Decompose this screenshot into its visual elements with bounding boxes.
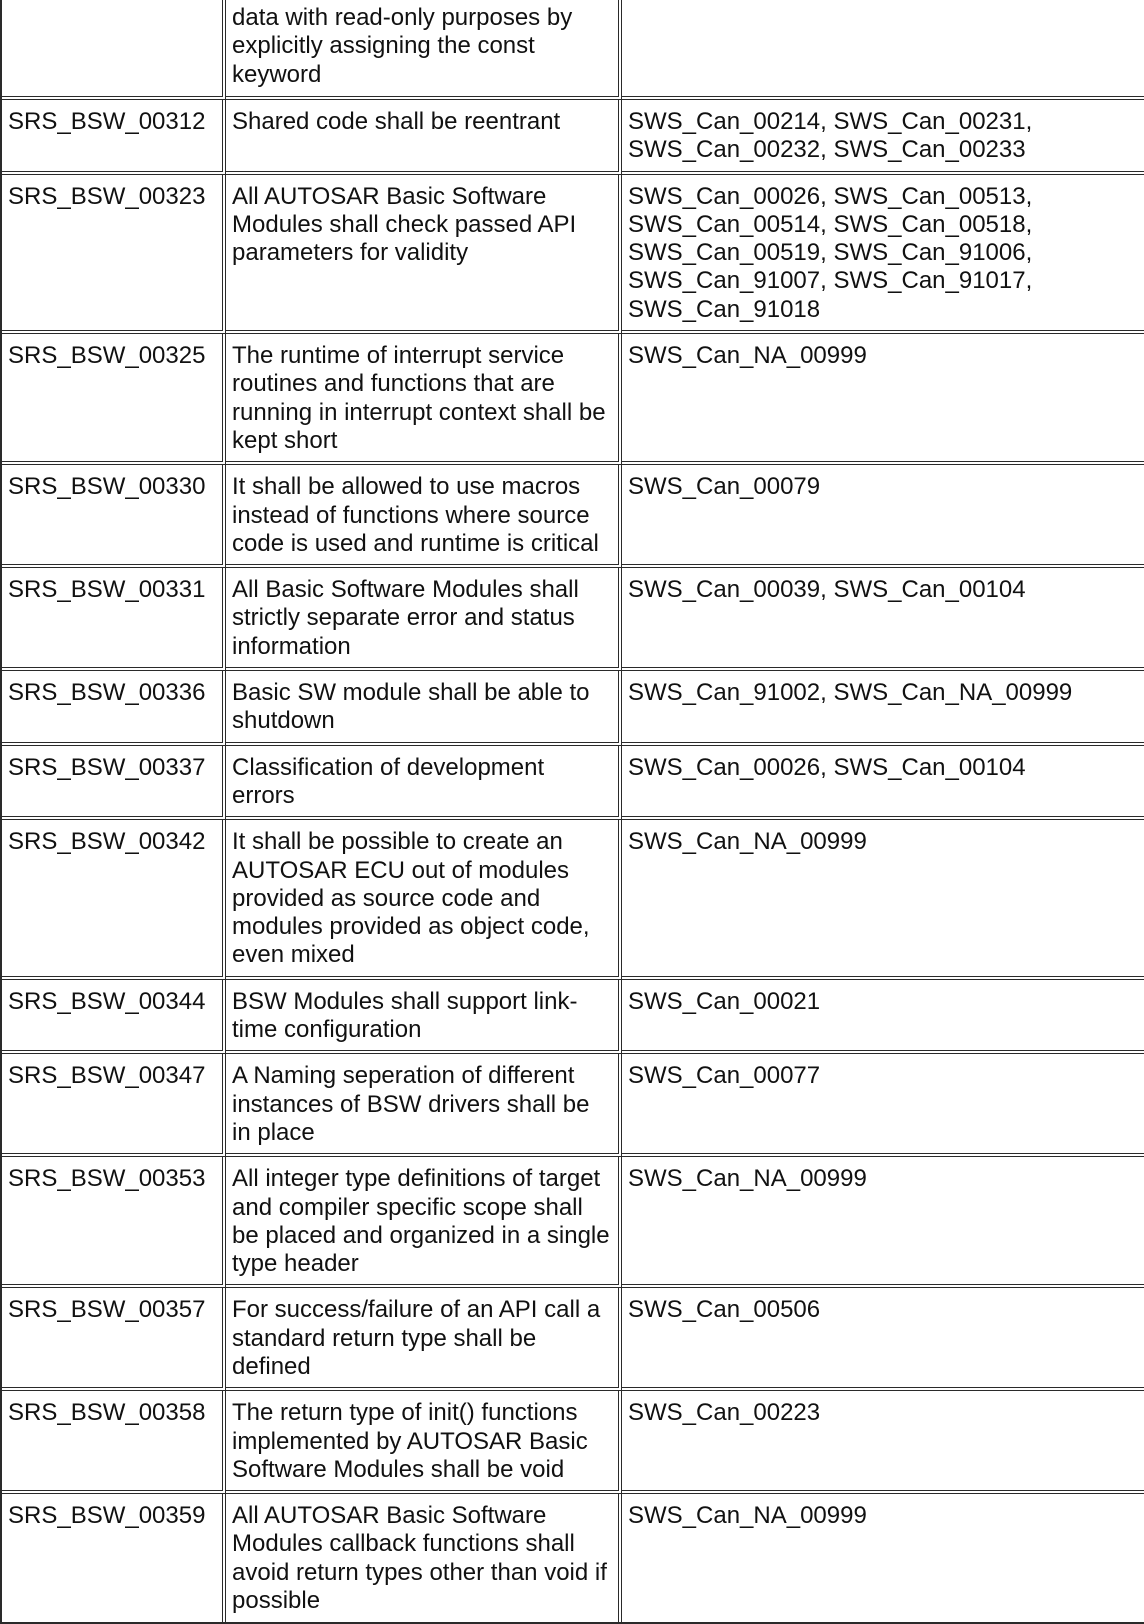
table-row	[2, 980, 1144, 1055]
requirement-id-cell: SRS_BSW_00325	[2, 334, 226, 465]
table-row	[2, 671, 1144, 746]
requirement-id-cell: SRS_BSW_00357	[2, 1288, 226, 1391]
requirement-id-cell: SRS_BSW_00337	[2, 746, 226, 821]
requirement-id-cell: SRS_BSW_00347	[2, 1054, 226, 1157]
table-row	[2, 1054, 1144, 1157]
satisfied-by-cell: SWS_Can_NA_00999	[628, 1502, 867, 1530]
requirement-id-cell: SRS_BSW_00353	[2, 1157, 226, 1288]
satisfied-by-cell: SWS_Can_NA_00999	[622, 1157, 1144, 1288]
satisfied-by-cell	[622, 0, 1144, 100]
requirement-id-cell: SRS_BSW_00342	[2, 820, 226, 979]
satisfied-by-cell: SWS_Can_00021	[622, 980, 1144, 1055]
requirement-id-cell: SRS_BSW_00336	[2, 671, 226, 746]
table-row	[2, 465, 1144, 568]
table-body	[2, 0, 1144, 1622]
requirement-id-cell: SRS_BSW_00330	[2, 465, 226, 568]
satisfied-by-cell: SWS_Can_00506	[622, 1288, 1144, 1391]
satisfied-by-cell: SWS_Can_00026, SWS_Can_00513, SWS_Can_00514, SWS_Can_00518, SWS_Can_00519, SWS_Can_91006, SWS_Can_91007, SWS_Can_91017, SWS_Can_91018	[622, 175, 1144, 334]
description-cell: For success/failure of an API call a standard return type shall be defined	[226, 1288, 622, 1391]
table-row	[2, 1494, 1144, 1622]
requirement-id-cell: SRS_BSW_00359	[2, 1494, 226, 1622]
table-row	[2, 1288, 1144, 1391]
table-row	[2, 1391, 1144, 1494]
table-row	[2, 0, 1144, 100]
requirement-id-cell	[2, 0, 226, 100]
description-cell: The return type of init() functions implemented by AUTOSAR Basic Software Modules shall be void	[226, 1391, 622, 1494]
satisfied-by-cell: SWS_Can_00039, SWS_Can_00104	[622, 568, 1144, 671]
satisfied-by-cell: SWS_Can_00214, SWS_Can_00231, SWS_Can_00232, SWS_Can_00233	[622, 100, 1144, 175]
satisfied-by-cell: SWS_Can_91002, SWS_Can_NA_00999	[622, 671, 1144, 746]
table-row	[2, 175, 1144, 334]
requirement-id-cell: SRS_BSW_00331	[2, 568, 226, 671]
description-cell: Shared code shall be reentrant	[226, 100, 622, 175]
table-row	[2, 100, 1144, 175]
requirement-id-cell: SRS_BSW_00312	[2, 100, 226, 175]
table-row	[2, 568, 1144, 671]
satisfied-by-cell: SWS_Can_NA_00999	[622, 334, 1144, 465]
satisfied-by-cell: SWS_Can_00079	[622, 465, 1144, 568]
description-cell: Basic SW module shall be able to shutdown	[226, 671, 622, 746]
description-cell: All AUTOSAR Basic Software Modules shall check passed API parameters for validity	[226, 175, 622, 334]
satisfied-by-cell: SWS_Can_00026, SWS_Can_00104	[622, 746, 1144, 821]
description-cell: BSW Modules shall support link-time configuration	[226, 980, 622, 1055]
requirement-id-cell: SRS_BSW_00323	[2, 175, 226, 334]
requirement-id-cell: SRS_BSW_00358	[2, 1391, 226, 1494]
satisfied-by-cell: SWS_Can_00077	[622, 1054, 1144, 1157]
requirement-id-cell: SRS_BSW_00344	[2, 980, 226, 1055]
description-cell: It shall be possible to create an AUTOSAR ECU out of modules provided as source code and modules provided as object code, even mixed	[226, 820, 622, 979]
description-cell: All integer type definitions of target and compiler specific scope shall be placed and organized in a single type header	[226, 1157, 622, 1288]
description-cell: All Basic Software Modules shall strictly separate error and status information	[226, 568, 622, 671]
satisfied-by-cell: SWS_Can_00223	[622, 1391, 1144, 1494]
description-cell: A Naming seperation of different instances of BSW drivers shall be in place	[226, 1054, 622, 1157]
description-cell: The runtime of interrupt service routines and functions that are running in interrupt context shall be kept short	[226, 334, 622, 465]
table-row	[2, 746, 1144, 821]
description-cell: All AUTOSAR Basic Software Modules callback functions shall avoid return types other than void if possible	[226, 1494, 622, 1622]
description-cell: It shall be allowed to use macros instead of functions where source code is used and runtime is critical	[226, 465, 622, 568]
description-cell: Classification of development errors	[226, 746, 622, 821]
table-row	[2, 820, 1144, 979]
table-row	[2, 334, 1144, 465]
description-cell: data with read-only purposes by explicitly assigning the const keyword	[226, 0, 622, 100]
satisfied-by-cell: SWS_Can_NA_00999	[622, 820, 1144, 979]
table-row	[2, 1157, 1144, 1288]
